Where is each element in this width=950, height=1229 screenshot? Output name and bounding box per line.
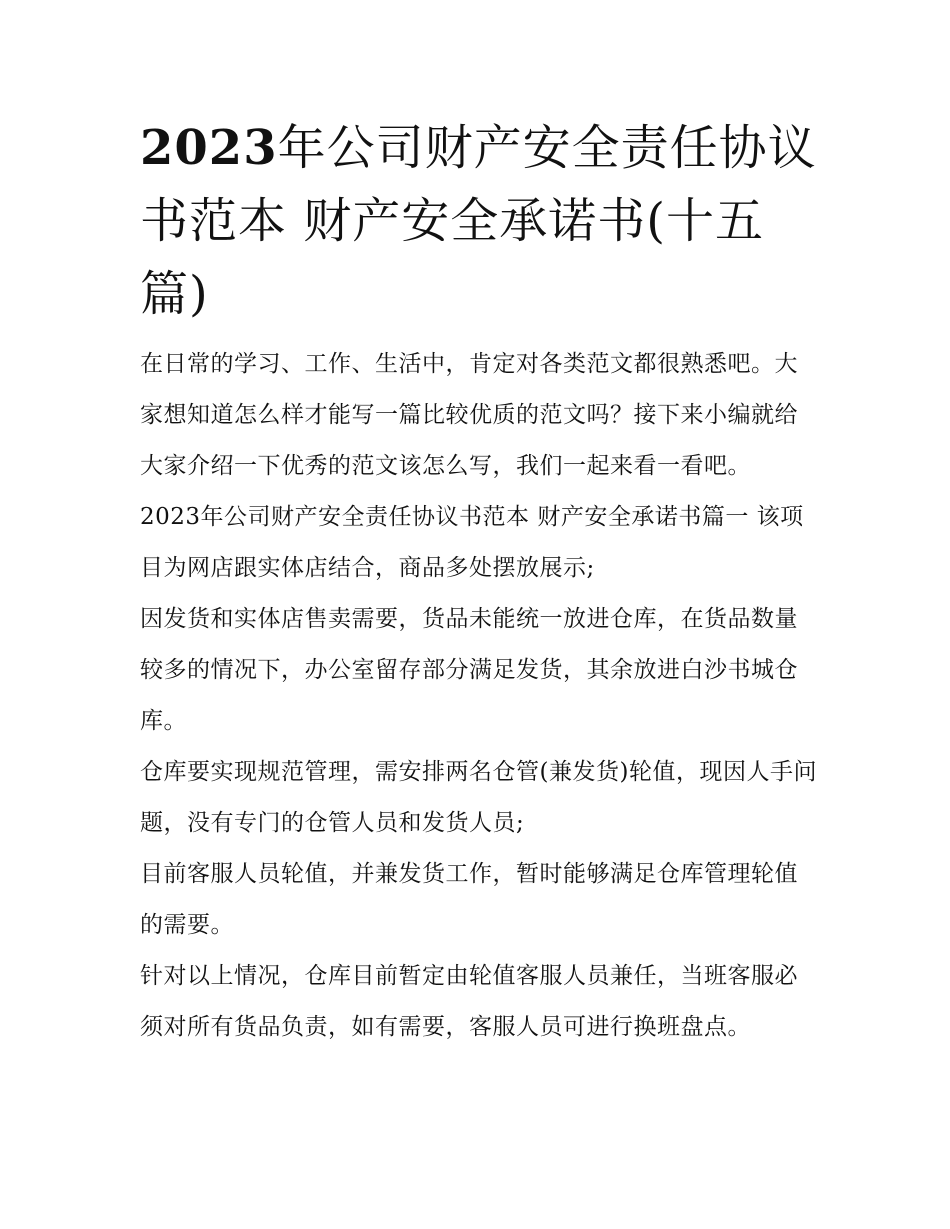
paragraph-warehouse: 仓库要实现规范管理，需安排两名仓管(兼发货)轮值，现因人手问题，没有专门的仓管人员和发货人员; — [140, 759, 817, 836]
title-text: 年公司财产安全责任协议书范本 财产安全承诺书(十五篇) — [140, 120, 817, 322]
document-page — [140, 112, 820, 1053]
paragraph-customer-service: 目前客服人员轮值，并兼发货工作，暂时能够满足仓库管理轮值的需要。 — [140, 861, 798, 938]
paragraph-intro: 在日常的学习、工作、生活中，肯定对各类范文都很熟悉吧。大家想知道怎么样才能写一篇比较优质的范文吗？接下来小编就给大家介绍一下优秀的范文该怎么写，我们一起来看一看吧。 — [140, 351, 798, 479]
paragraph-arrangement: 针对以上情况，仓库目前暂定由轮值客服人员兼任，当班客服必须对所有货品负责，如有需要，客服人员可进行换班盘点。 — [140, 963, 798, 1040]
paragraph-shipping: 因发货和实体店售卖需要，货品未能统一放进仓库，在货品数量较多的情况下，办公室留存部分满足发货，其余放进白沙书城仓库。 — [140, 606, 798, 734]
title-year: 2023 — [140, 120, 278, 176]
paragraph-project: 2023年公司财产安全责任协议书范本 财产安全承诺书篇一 该项目为网店跟实体店结合，商品多处摆放展示; — [140, 504, 804, 581]
document-title — [140, 112, 820, 331]
